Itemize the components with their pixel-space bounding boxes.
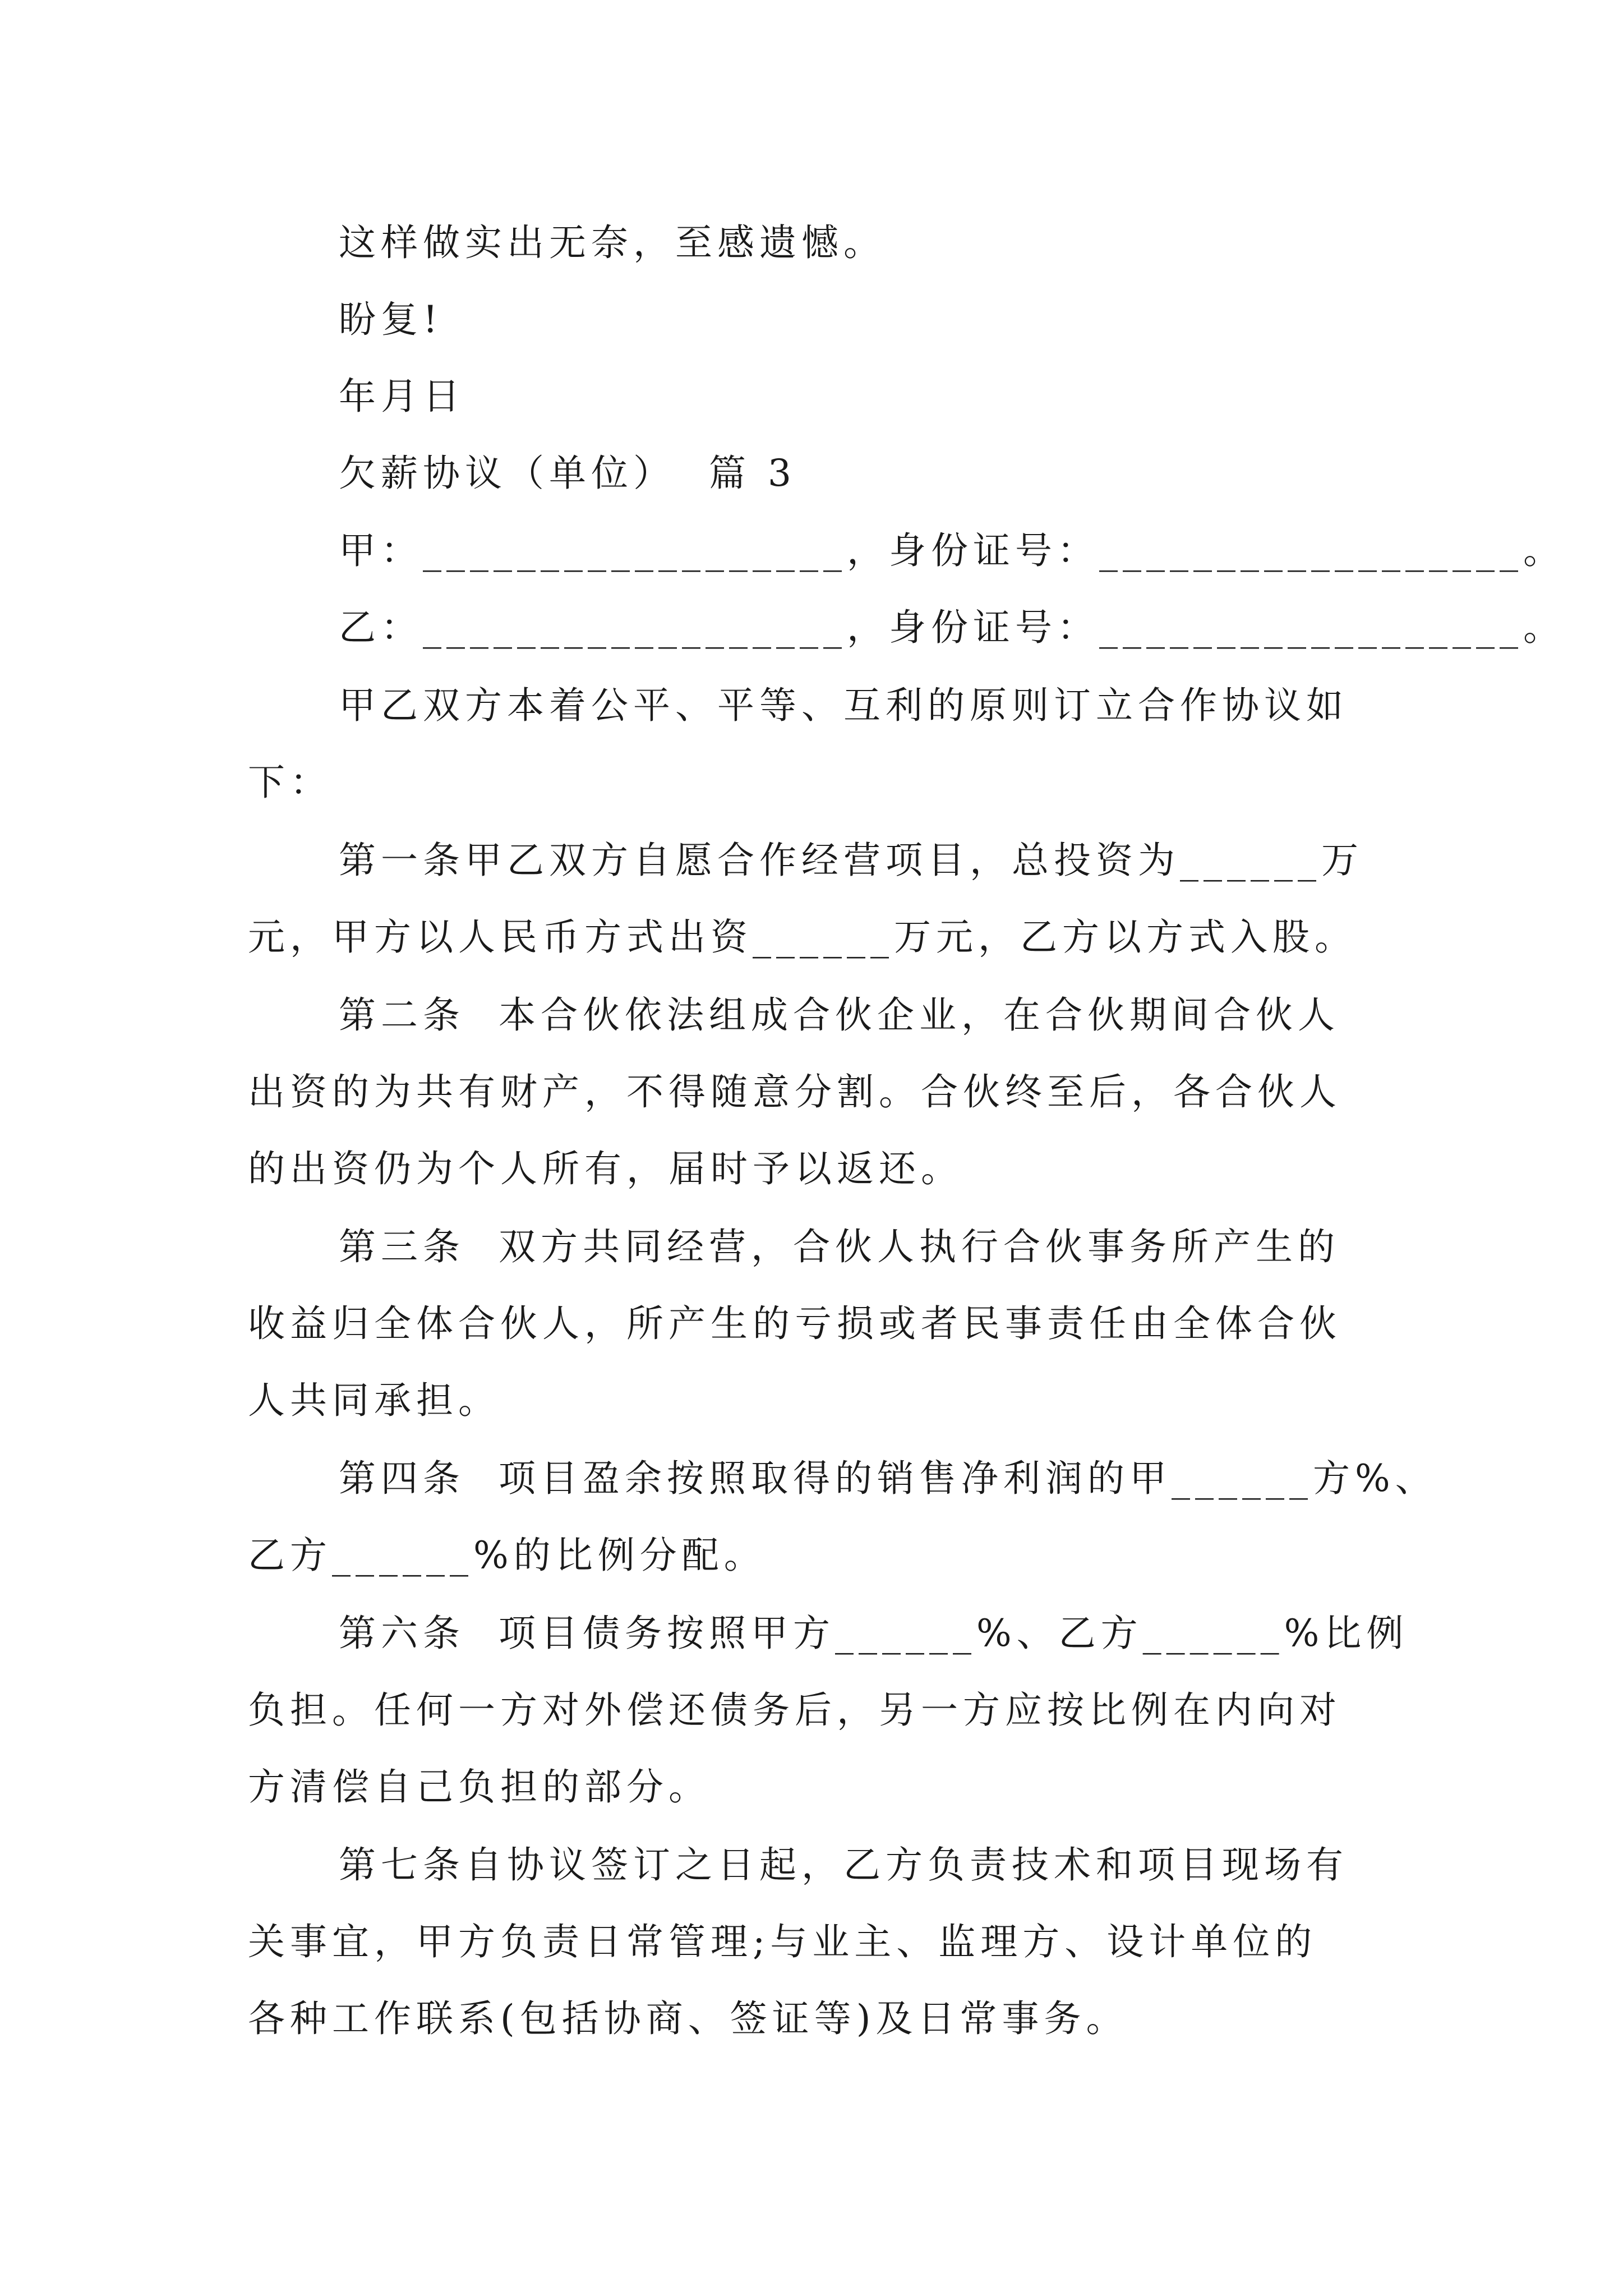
text-line: 方清偿自己负担的部分。 xyxy=(248,1765,711,1809)
article-7-line: 第七条自协议签订之日起，乙方负责技术和项目现场有 xyxy=(339,1843,1348,1887)
text-line: 下： xyxy=(248,761,332,804)
text-line: 甲乙双方本着公平、平等、互利的原则订立合作协议如 xyxy=(339,684,1348,727)
text-line: 收益归全体合伙人，所产生的亏损或者民事责任由全体合伙 xyxy=(248,1302,1341,1345)
text-line: 年月日 xyxy=(339,375,465,418)
text-line: 关事宜，甲方负责日常管理;与业主、监理方、设计单位的 xyxy=(248,1920,1317,1963)
text-line: 乙方______%的比例分配。 xyxy=(248,1534,766,1577)
party-a-line: 甲：__________________，身份证号：__________________。 xyxy=(339,529,1565,572)
text-line: 出资的为共有财产，不得随意分割。合伙终至后，各合伙人 xyxy=(248,1070,1341,1114)
article-2-line: 第二条 本合伙依法组成合伙企业，在合伙期间合伙人 xyxy=(339,993,1340,1037)
article-4-line: 第四条 项目盈余按照取得的销售净利润的甲______方%、 xyxy=(339,1457,1437,1500)
article-6-line: 第六条 项目债务按照甲方______%、乙方______%比例 xyxy=(339,1612,1409,1655)
text-line: 各种工作联系(包括协商、签证等)及日常事务。 xyxy=(248,1997,1128,2040)
article-3-line: 第三条 双方共同经营，合伙人执行合伙事务所产生的 xyxy=(339,1225,1340,1268)
text-line: 人共同承担。 xyxy=(248,1379,500,1422)
text-line: 负担。任何一方对外偿还债务后，另一方应按比例在内向对 xyxy=(248,1688,1341,1732)
text-line: 元，甲方以人民币方式出资______万元，乙方以方式入股。 xyxy=(248,915,1357,959)
text-line: 的出资仍为个人所有，届时予以返还。 xyxy=(248,1147,963,1190)
text-line: 盼复! xyxy=(339,298,443,341)
party-b-line: 乙：__________________，身份证号：__________________。 xyxy=(339,606,1565,649)
article-1-line: 第一条甲乙双方自愿合作经营项目，总投资为______万 xyxy=(339,839,1363,882)
section-heading: 欠薪协议（单位） 篇 3 xyxy=(339,452,796,495)
text-line: 这样做实出无奈，至感遗憾。 xyxy=(339,221,886,264)
